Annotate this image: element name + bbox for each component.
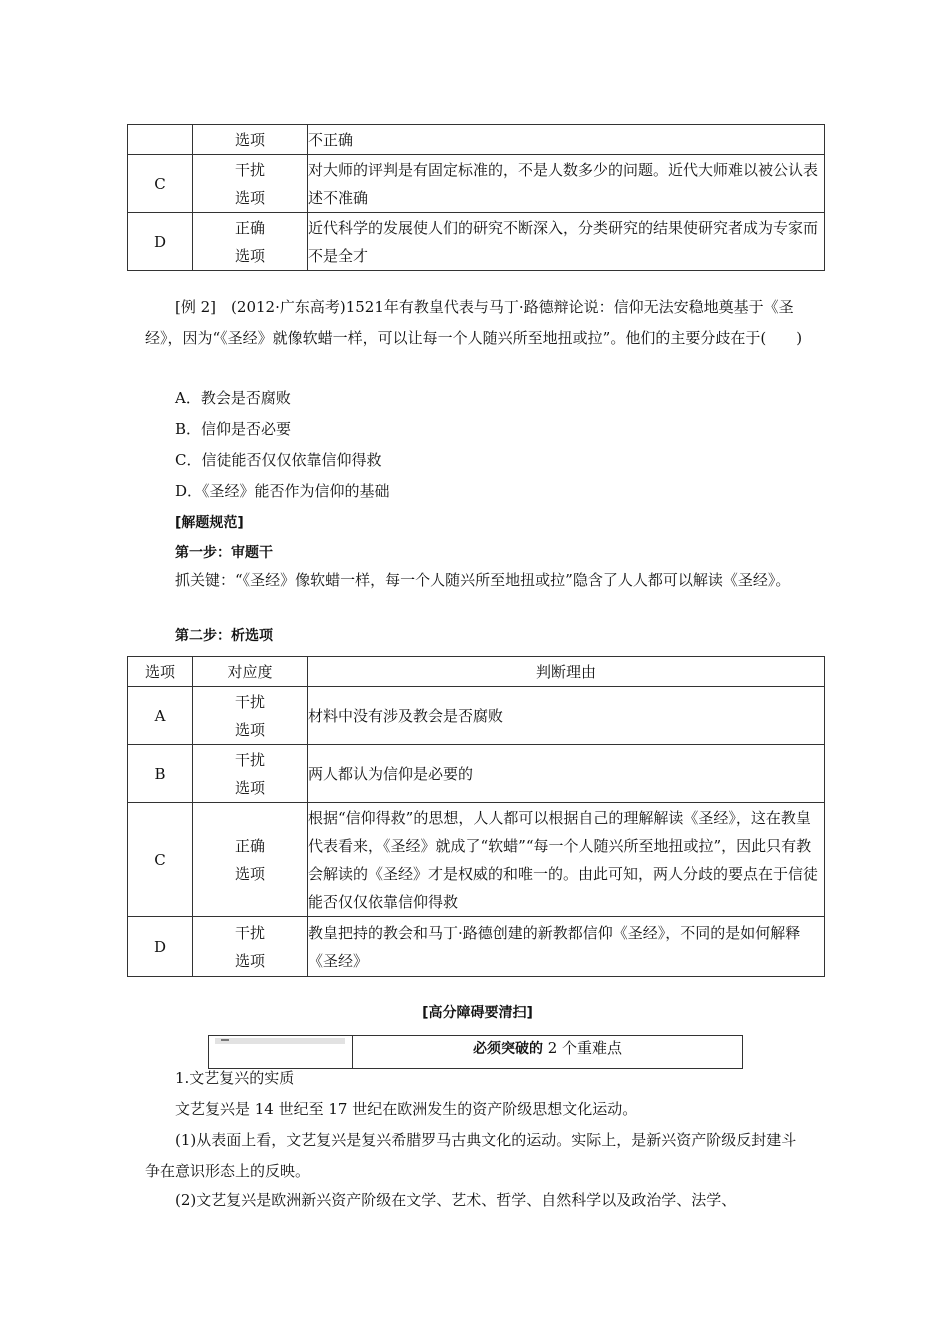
option-cell (128, 125, 193, 155)
banner-strip-decoration (215, 1038, 345, 1044)
banner-mark-decoration (221, 1039, 229, 1041)
option-analysis-table (127, 656, 825, 977)
table-row (128, 213, 825, 271)
reason-cell: 材料中没有涉及教会是否腐败 (308, 687, 825, 745)
type-cell: 选项 (193, 125, 308, 155)
option-c: C．信徒能否仅仅依靠信仰得救 (175, 451, 382, 469)
option-cell: D (128, 917, 193, 977)
step1-text: 抓关键：“《圣经》像软蜡一样，每一个人随兴所至地扭或拉”隐含了人人都可以解读《圣经》。 (175, 571, 791, 589)
type-cell: 干扰 选项 (193, 155, 308, 213)
step1-title: 第一步：审题干 (175, 545, 273, 561)
type-cell: 干扰 选项 (193, 917, 308, 977)
example-question (145, 292, 810, 353)
table-row (128, 155, 825, 213)
banner-title-bold: 必须突破的 (472, 1041, 543, 1057)
section-heading: [高分障碍要清扫] (422, 1005, 533, 1021)
body-title: 1.文艺复兴的实质 (175, 1069, 295, 1087)
type-cell: 干扰 选项 (193, 687, 308, 745)
table-row (128, 745, 825, 803)
type-cell: 正确 选项 (193, 213, 308, 271)
type-cell: 干扰 选项 (193, 745, 308, 803)
example-label: [例 2] (175, 298, 217, 316)
reason-cell: 对大师的评判是有固定标准的，不是人数多少的问题。近代大师难以被公认表述不准确 (308, 155, 825, 213)
banner-title-rest: 2 个重难点 (542, 1039, 623, 1057)
reason-cell: 两人都认为信仰是必要的 (308, 745, 825, 803)
reason-cell: 不正确 (308, 125, 825, 155)
option-cell: B (128, 745, 193, 803)
option-a: A．教会是否腐败 (175, 389, 291, 407)
header-reason: 判断理由 (308, 657, 825, 687)
banner-title (353, 1036, 742, 1062)
table-row (128, 803, 825, 917)
reason-cell: 近代科学的发展使人们的研究不断深入，分类研究的结果使研究者成为专家而不是全才 (308, 213, 825, 271)
option-cell: D (128, 213, 193, 271)
step2-title: 第二步：析选项 (175, 628, 273, 644)
type-cell: 正确 选项 (193, 803, 308, 917)
header-option: 选项 (128, 657, 193, 687)
table-header-row (128, 657, 825, 687)
table-row (128, 687, 825, 745)
header-correspondence: 对应度 (193, 657, 308, 687)
table-row (128, 917, 825, 977)
body-paragraph-1: 文艺复兴是 14 世纪至 17 世纪在欧洲发生的资产阶级思想文化运动。 (175, 1100, 638, 1118)
analysis-table-continued (127, 124, 825, 271)
example-text: (2012·广东高考)1521年有教皇代表与马丁·路德辩论说：信仰无法安稳地奠基于《圣经》，因为“《圣经》就像软蜡一样，可以让每一个人随兴所至地扭或拉”。他们的主要分歧在于( ) (145, 298, 803, 347)
option-b: B．信仰是否必要 (175, 420, 292, 438)
table-row (128, 125, 825, 155)
option-d: D．《圣经》能否作为信仰的基础 (175, 482, 390, 500)
option-cell: A (128, 687, 193, 745)
option-cell: C (128, 155, 193, 213)
reason-cell: 根据“信仰得救”的思想，人人都可以根据自己的理解解读《圣经》，这在教皇代表看来，《圣经》就成了“软蜡”“每一个人随兴所至地扭或拉”，因此只有教会解读的《圣经》才是权威的和唯一的。由此可知，两人分歧的要点在于信徒能否仅仅依靠信仰得救 (308, 803, 825, 917)
option-cell: C (128, 803, 193, 917)
reason-cell: 教皇把持的教会和马丁·路德创建的新教都信仰《圣经》，不同的是如何解释《圣经》 (308, 917, 825, 977)
body-paragraph-3: (2)文艺复兴是欧洲新兴资产阶级在文学、艺术、哲学、自然科学以及政治学、法学、 (175, 1191, 737, 1209)
body-paragraph-2: (1)从表面上看，文艺复兴是复兴希腊罗马古典文化的运动。实际上，是新兴资产阶级反封建斗争在意识形态上的反映。 (145, 1131, 797, 1180)
solution-heading: [解题规范] (175, 515, 244, 531)
